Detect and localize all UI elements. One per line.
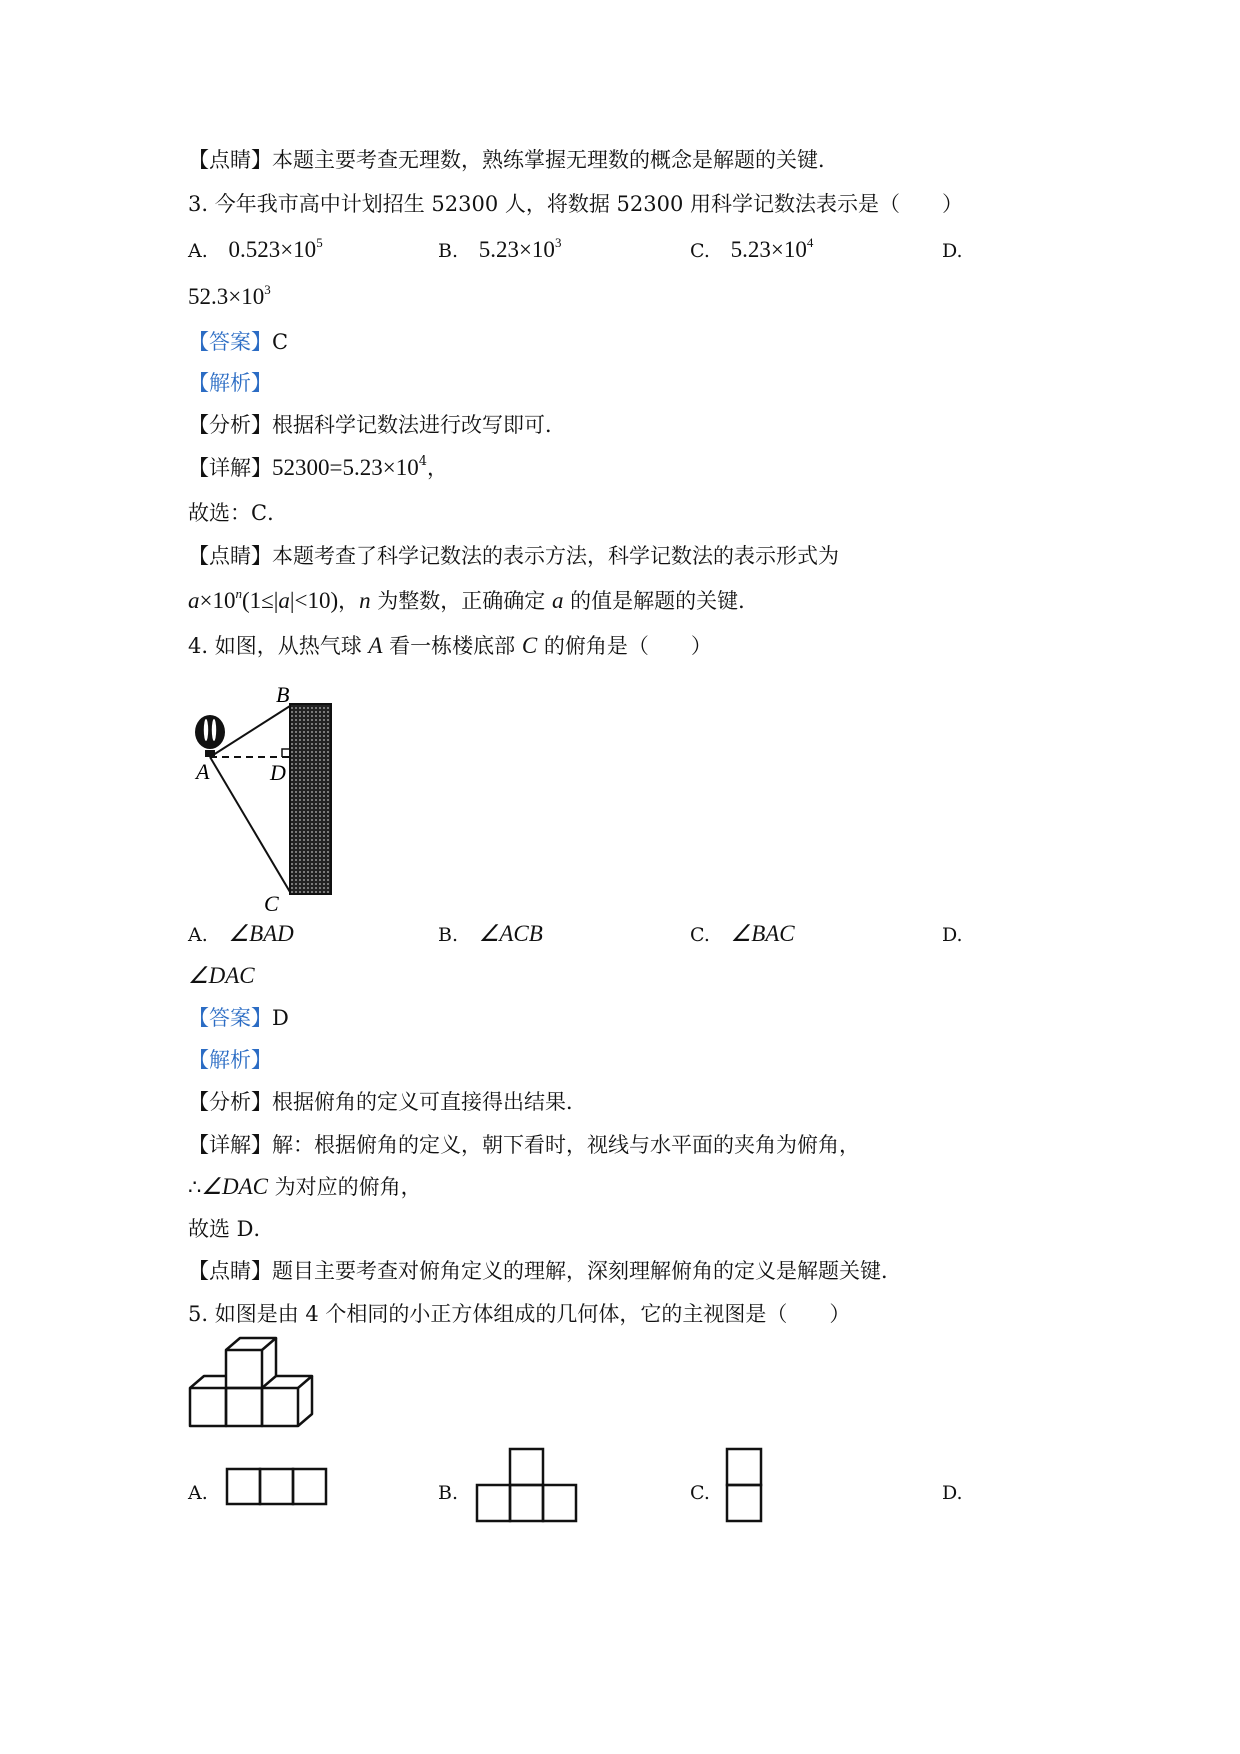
q5-option-b-figure [474, 1446, 580, 1526]
balloon-shape [195, 715, 225, 749]
q4-fenxi: 【分析】根据俯角的定义可直接得出结果． [188, 1090, 587, 1114]
q5-cube-figure [188, 1336, 328, 1436]
option-value: $5.23\times 10^4$ [730, 235, 814, 262]
q3-option-b [438, 236, 561, 265]
q3-jiexi: 【解析】 [188, 371, 272, 395]
q5-option-a-label: A. [188, 1482, 208, 1504]
q4-xiangjie: 【详解】解：根据俯角的定义，朝下看时，视线与水平面的夹角为俯角， [188, 1133, 860, 1157]
q4-option-d-value: ∠DAC [188, 963, 255, 988]
option-label: C. [690, 240, 710, 262]
option-label: B. [438, 240, 459, 262]
q4-therefore: ∴∠DAC 为对应的俯角， [188, 1174, 422, 1199]
q4-figure [186, 682, 356, 914]
q5-option-c-label: C. [690, 1482, 710, 1504]
building-shape [290, 704, 331, 894]
q3-option-c [690, 236, 813, 265]
label-c: C [264, 891, 279, 914]
q3-option-d-value: $52.3\times 10^3$ [188, 282, 271, 309]
q4-jiexi: 【解析】 [188, 1048, 272, 1072]
option-label: A. [188, 240, 208, 262]
q4-answer: 【答案】D [188, 1006, 289, 1030]
q5-option-a-figure [224, 1466, 330, 1508]
label-d: D [270, 760, 286, 785]
option-value: $0.523\times 10^5$ [228, 235, 323, 262]
q3-dianjing-2: $a\times 10^n(1\le|a|<10)$，n 为整数，正确确定 a 的值是解题的关键． [188, 586, 760, 613]
q4-dianjing: 【点睛】题目主要考查对俯角定义的理解，深刻理解俯角的定义是解题关键． [188, 1259, 902, 1283]
q3-option-d-label: D. [942, 240, 963, 262]
q4-option-c: C. ∠BAC [690, 921, 795, 946]
label-a: A [196, 759, 210, 784]
q3-option-a [188, 236, 323, 265]
q2-dianjing: 【点睛】本题主要考查无理数，熟练掌握无理数的概念是解题的关键． [188, 148, 839, 172]
q5-option-c-figure [724, 1446, 766, 1526]
q3-answer: 【答案】C [188, 330, 289, 354]
q3-fenxi: 【分析】根据科学记数法进行改写即可． [188, 413, 566, 437]
q4-guxuan: 故选 D． [188, 1217, 275, 1241]
q3-xiangjie: 【详解】$52300=5.23\times 10^4$， [188, 454, 448, 480]
q4-option-d-label: D. [942, 924, 963, 946]
q5-option-d-label: D. [942, 1482, 963, 1504]
label-b: B [276, 682, 290, 707]
q3-guxuan: 故选：C． [188, 501, 289, 525]
q4-option-a: A. ∠BAD [188, 921, 294, 946]
q5-option-b-label: B. [438, 1482, 459, 1504]
q3-dianjing-1: 【点睛】本题考查了科学记数法的表示方法，科学记数法的表示形式为 [188, 544, 839, 568]
q3-stem: 3. 今年我市高中计划招生 52300 人，将数据 52300 用科学记数法表示是（ ） [188, 192, 964, 216]
q4-stem: 4. 如图，从热气球 A 看一栋楼底部 C 的俯角是（ ） [188, 633, 712, 658]
q5-stem: 5. 如图是由 4 个相同的小正方体组成的几何体，它的主视图是（ ） [188, 1302, 851, 1326]
q4-option-b: B. ∠ACB [438, 921, 543, 946]
option-value: $5.23\times 10^3$ [478, 235, 562, 262]
